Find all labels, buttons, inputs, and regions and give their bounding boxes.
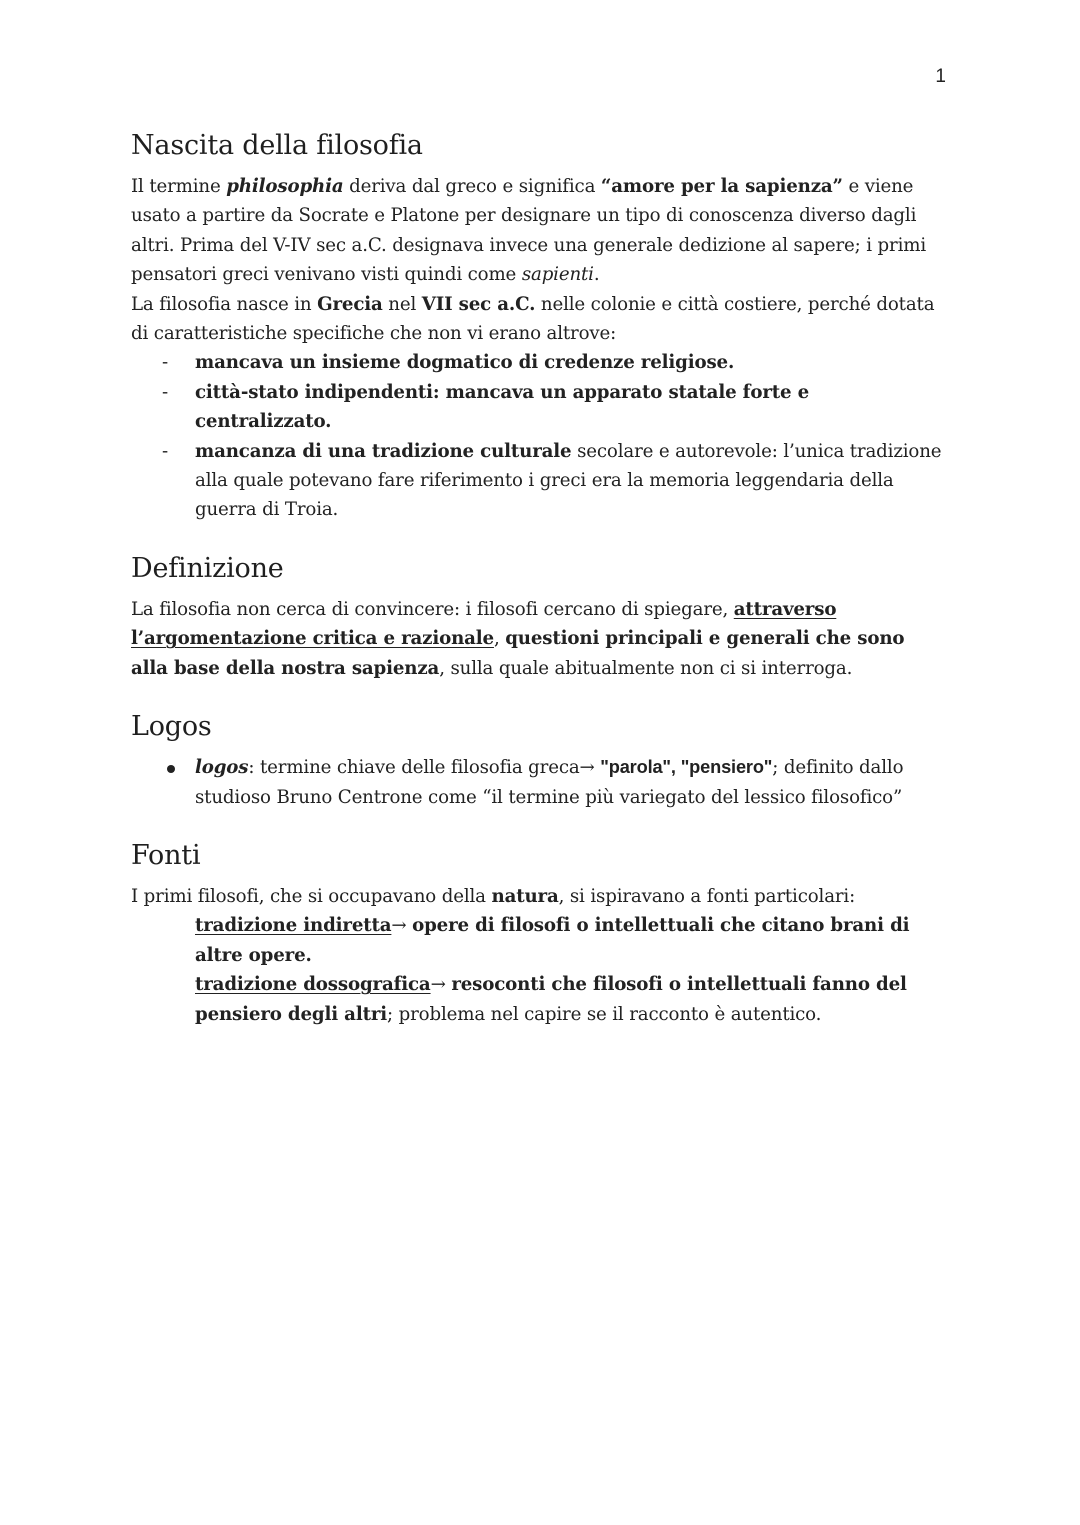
text: e viene usato a partire da Socrate e Platone per designare un tipo di conoscenza diverso dagli altri. Prima del V-IV sec a.C. designava invece una generale dedizione al sapere; i primi pensatori greci venivano visti quindi come <box>131 176 927 286</box>
bullet-dot-icon <box>167 765 175 773</box>
section-logos <box>131 709 947 812</box>
text: La filosofia nasce in <box>131 293 318 315</box>
section-definizione <box>131 551 947 683</box>
section-nascita <box>131 128 947 525</box>
section-title: Nascita della filosofia <box>131 130 423 161</box>
arrow: → <box>430 974 452 996</box>
list-item <box>131 348 947 377</box>
term-logos: logos <box>195 757 249 779</box>
text: nel <box>382 293 422 315</box>
section-title: Fonti <box>131 839 201 871</box>
item-bold: mancanza di una tradizione culturale <box>195 440 572 462</box>
term-parola-pensiero: "parola", "pensiero" <box>600 757 773 778</box>
characteristics-list <box>131 348 947 524</box>
dash-marker: - <box>162 440 168 462</box>
paragraph-fonti <box>131 882 947 911</box>
source-item <box>131 911 947 970</box>
source-bold: opere di filosofi o intellettuali che citano brani di altre opere. <box>195 915 910 966</box>
source-term: tradizione dossografica <box>195 974 431 996</box>
dash-marker: - <box>162 352 168 374</box>
page-number: 1 <box>935 66 946 87</box>
quote-amore: “amore per la sapienza” <box>600 176 843 197</box>
source-item <box>131 970 947 1029</box>
text: Il termine <box>131 176 227 197</box>
text: nelle colonie e città costiere, perché dotata di caratteristiche specifiche che non vi erano altrove: <box>131 293 935 345</box>
text: ; definito dallo studioso Bruno Centrone come “il termine più variegato del lessico filosofico” <box>195 757 904 808</box>
source-term: tradizione indiretta <box>195 915 392 937</box>
spacer <box>131 683 947 709</box>
document-body <box>131 128 947 1029</box>
spacer <box>131 812 947 838</box>
text: , sulla quale abitualmente non ci si interroga. <box>439 657 853 679</box>
source-bold: resoconti che filosofi o intellettuali fanno del pensiero degli altri <box>195 974 907 1025</box>
paragraph-definizione <box>131 595 947 683</box>
text: : termine chiave delle filosofia greca→ <box>248 757 601 779</box>
spacer <box>131 525 947 551</box>
text: La filosofia non cerca di convincere: i filosofi cercano di spiegare, <box>131 598 734 620</box>
term-philosophia: philosophia <box>226 176 344 197</box>
list-item <box>131 378 947 437</box>
term-natura: natura <box>491 885 559 907</box>
term-sapienti: sapienti <box>521 264 594 286</box>
text: . <box>593 264 600 286</box>
source-text: ; problema nel capire se il racconto è autentico. <box>387 1003 822 1025</box>
text: , si ispiravano a fonti particolari: <box>558 885 856 907</box>
section-fonti <box>131 838 947 1029</box>
item-text: secolare e autorevole: l’unica tradizione alla quale potevano fare riferimento i greci era la memoria leggendaria della guerra di Troia. <box>195 440 942 521</box>
text: deriva dal greco e significa <box>343 176 601 197</box>
section-title: Definizione <box>131 552 284 584</box>
item-bold: città-stato indipendenti: mancava un apparato statale forte e centralizzato. <box>195 381 810 433</box>
text: I primi filosofi, che si occupavano della <box>131 885 492 907</box>
term-grecia: Grecia <box>317 293 383 315</box>
dash-marker: - <box>162 381 168 403</box>
section-title: Logos <box>131 711 212 743</box>
list-item <box>131 753 947 812</box>
term-vii-sec: VII sec a.C. <box>421 293 536 315</box>
list-item <box>131 437 947 525</box>
paragraph-philosophia <box>131 172 947 290</box>
item-bold: mancava un insieme dogmatico di credenze religiose. <box>195 352 735 374</box>
paragraph-grecia <box>131 290 947 349</box>
bold-phrase: questioni principali e generali che sono alla base della nostra sapienza <box>131 628 905 679</box>
underlined-phrase: attraverso l’argomentazione critica e razionale <box>131 598 837 650</box>
arrow: → <box>391 915 413 937</box>
text: , <box>493 628 506 650</box>
